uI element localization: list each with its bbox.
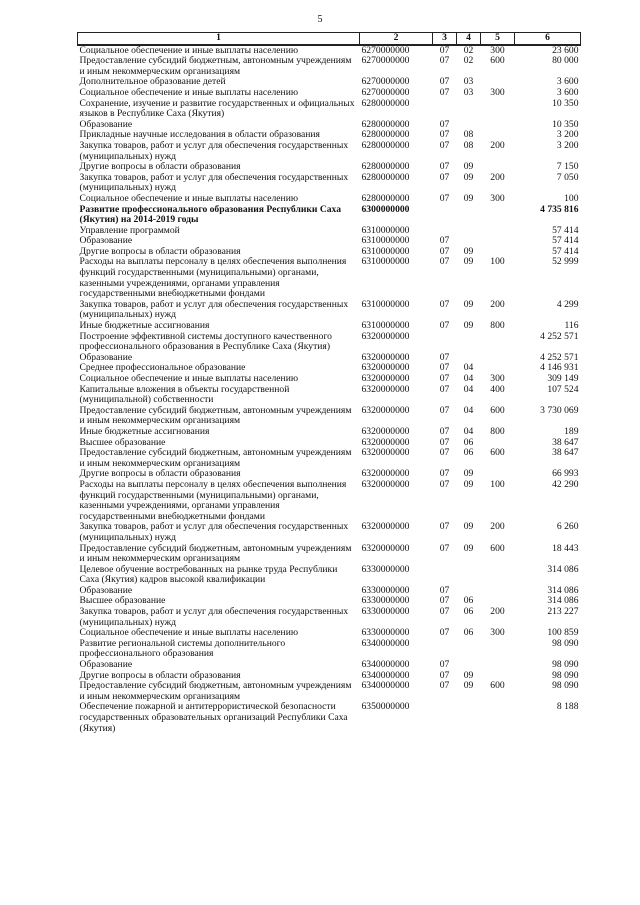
row-section: [433, 639, 457, 660]
header-col-3: 3: [433, 33, 457, 45]
table-row: [78, 130, 581, 141]
row-code: 6320000000: [361, 522, 410, 533]
row-amount: 4 146 931: [540, 363, 579, 374]
row-amount: 3 200: [556, 140, 579, 151]
row-name: Социальное обеспечение и иные выплаты населению: [79, 44, 298, 56]
table-row: [78, 247, 581, 258]
row-section: 07: [439, 670, 450, 681]
row-section: 07: [439, 87, 450, 98]
row-name: Другие вопросы в области образования: [79, 670, 241, 681]
row-name: Образование: [79, 119, 133, 130]
row-expense-type: 100: [490, 257, 505, 268]
row-code: 6320000000: [361, 543, 410, 554]
row-code: 6310000000: [361, 299, 410, 310]
row-expense-type: [481, 586, 515, 597]
row-section: 07: [439, 585, 450, 596]
row-section: 07: [439, 363, 450, 374]
row-subsection: 02: [463, 44, 474, 56]
row-section: 07: [439, 374, 450, 384]
row-code: 6320000000: [361, 405, 410, 416]
row-section: 07: [439, 119, 450, 130]
row-name: Другие вопросы в области образования: [79, 246, 241, 257]
row-name: Среднее профессиональное образование: [79, 363, 246, 374]
row-name: Расходы на выплаты персоналу в целях обеспечения выполнения функций государственными (муниципальными) органами, казенными учреждениями, органами управления государственными внебюджетными фондами: [79, 257, 347, 300]
row-amount: 42 290: [552, 479, 579, 490]
row-name: Высшее образование: [79, 596, 166, 607]
row-subsection: 09: [463, 522, 474, 533]
row-amount: 100 859: [547, 628, 579, 639]
row-subsection: 04: [463, 384, 474, 395]
table-row: [78, 99, 581, 120]
row-amount: 18 443: [552, 543, 579, 554]
row-subsection: 09: [463, 162, 474, 173]
row-code: 6330000000: [361, 596, 410, 607]
row-code: 6320000000: [361, 469, 410, 480]
row-expense-type: 200: [490, 172, 505, 183]
row-subsection: 09: [463, 172, 474, 183]
row-subsection: 06: [463, 628, 474, 639]
row-name: Предоставление субсидий бюджетным, автономным учреждениям и иным некоммерческим организациям: [79, 543, 352, 565]
row-name: Закупка товаров, работ и услуг для обеспечения государственных (муниципальных) нужд: [79, 522, 349, 543]
table-row: [78, 448, 581, 469]
row-expense-type: 600: [490, 681, 505, 692]
row-subsection: 09: [463, 479, 474, 490]
row-section: 07: [439, 236, 450, 247]
row-section: 07: [439, 44, 450, 56]
row-code: 6320000000: [361, 384, 410, 395]
table-row: [78, 385, 581, 406]
row-section: 07: [439, 384, 450, 395]
row-amount: 23 600: [552, 44, 579, 56]
row-subsection: [457, 99, 481, 120]
row-section: [433, 205, 457, 226]
row-code: 6270000000: [361, 44, 410, 56]
table-row: [78, 194, 581, 205]
row-subsection: 09: [463, 321, 474, 332]
row-subsection: 09: [463, 193, 474, 204]
row-subsection: 04: [463, 405, 474, 416]
row-name: Сохранение, изучение и развитие государственных и официальных языков в Республике Саха (Якутия): [79, 98, 355, 120]
row-code: 6300000000: [361, 204, 410, 215]
row-amount: 7 050: [556, 172, 579, 183]
row-name: Образование: [79, 585, 133, 596]
row-code: 6280000000: [361, 172, 410, 183]
table-row: [78, 374, 581, 385]
row-code: 6320000000: [361, 363, 410, 374]
row-amount: 213 227: [547, 607, 579, 618]
row-code: 6320000000: [361, 479, 410, 490]
row-subsection: 09: [463, 543, 474, 554]
row-amount: 8 188: [556, 702, 579, 713]
row-amount: 4 299: [556, 299, 579, 310]
row-expense-type: [481, 660, 515, 671]
row-subsection: [457, 586, 481, 597]
row-subsection: [457, 120, 481, 131]
row-name: Расходы на выплаты персоналу в целях обеспечения выполнения функций государственными (муниципальными) органами, казенными учреждениями, органами управления государственными внебюджетными фондами: [79, 479, 347, 522]
header-row: [78, 33, 581, 45]
row-expense-type: 600: [490, 543, 505, 554]
row-code: 6310000000: [361, 225, 410, 236]
row-expense-type: [481, 162, 515, 173]
row-amount: 309 149: [547, 374, 579, 384]
row-code: 6280000000: [361, 119, 410, 130]
row-code: 6320000000: [361, 426, 410, 437]
row-amount: 98 090: [552, 638, 579, 649]
row-name: Управление программой: [79, 225, 180, 236]
row-code: 6320000000: [361, 374, 410, 384]
row-amount: 98 090: [552, 670, 579, 681]
row-subsection: 09: [463, 681, 474, 692]
row-expense-type: [481, 363, 515, 374]
row-section: 07: [439, 479, 450, 490]
row-name: Развитие профессионального образования Республики Саха (Якутия) на 2014-2019 годы: [79, 204, 342, 226]
row-section: [433, 332, 457, 353]
row-name: Предоставление субсидий бюджетным, автономным учреждениям и иным некоммерческим организациям: [79, 56, 352, 77]
row-code: 6350000000: [361, 702, 410, 713]
row-subsection: 09: [463, 469, 474, 480]
row-section: 07: [439, 321, 450, 332]
row-amount: 4 735 816: [540, 204, 579, 215]
row-amount: 4 252 571: [540, 352, 579, 363]
row-section: 07: [439, 172, 450, 183]
row-amount: 314 086: [547, 585, 579, 596]
row-code: 6310000000: [361, 246, 410, 257]
row-amount: 314 086: [547, 564, 579, 575]
row-expense-type: 600: [490, 448, 505, 459]
row-expense-type: [481, 702, 515, 734]
header-col-5: 5: [481, 33, 515, 45]
row-expense-type: 300: [490, 87, 505, 98]
table-row: [78, 300, 581, 321]
row-section: 07: [439, 405, 450, 416]
table-row: [78, 480, 581, 522]
row-expense-type: [481, 671, 515, 682]
row-amount: 107 524: [547, 384, 579, 395]
row-expense-type: [481, 226, 515, 237]
row-section: 07: [439, 77, 450, 88]
row-expense-type: [481, 438, 515, 449]
row-code: 6280000000: [361, 193, 410, 204]
row-subsection: 09: [463, 670, 474, 681]
row-name: Закупка товаров, работ и услуг для обеспечения государственных (муниципальных) нужд: [79, 140, 349, 162]
row-section: 07: [439, 193, 450, 204]
row-expense-type: [481, 596, 515, 607]
row-amount: 57 414: [552, 246, 579, 257]
table-row: [78, 438, 581, 449]
row-code: 6320000000: [361, 448, 410, 459]
table-row: [78, 363, 581, 374]
row-name: Построение эффективной системы доступного качественного профессионального образования в Республике Саха (Якутия): [79, 331, 332, 353]
row-section: 07: [439, 681, 450, 692]
row-code: 6310000000: [361, 257, 410, 268]
row-amount: 98 090: [552, 681, 579, 692]
row-code: 6280000000: [361, 162, 410, 173]
row-expense-type: 100: [490, 479, 505, 490]
row-subsection: [457, 353, 481, 364]
row-code: 6340000000: [361, 670, 410, 681]
row-code: 6280000000: [361, 98, 410, 109]
row-subsection: 09: [463, 257, 474, 268]
row-subsection: 06: [463, 596, 474, 607]
table-row: [78, 681, 581, 702]
row-code: 6330000000: [361, 564, 410, 575]
row-name: Другие вопросы в области образования: [79, 162, 241, 173]
table-row: [78, 257, 581, 299]
row-section: 07: [439, 426, 450, 437]
row-name: Социальное обеспечение и иные выплаты населению: [79, 87, 298, 98]
row-subsection: 06: [463, 448, 474, 459]
row-amount: 3 730 069: [540, 405, 579, 416]
row-amount: 6 260: [556, 522, 579, 533]
row-subsection: [457, 660, 481, 671]
row-expense-type: 600: [490, 405, 505, 416]
row-expense-type: [481, 130, 515, 141]
row-expense-type: 200: [490, 299, 505, 310]
row-code: 6270000000: [361, 77, 410, 88]
row-name: Предоставление субсидий бюджетным, автономным учреждениям и иным некоммерческим организациям: [79, 681, 352, 702]
row-section: 07: [439, 437, 450, 448]
table-row: [78, 406, 581, 427]
row-name: Дополнительное образование детей: [79, 77, 226, 88]
row-expense-type: 300: [490, 44, 505, 56]
row-name: Развитие региональной системы дополнительного профессионального образования: [79, 638, 286, 660]
row-name: Социальное обеспечение и иные выплаты населению: [79, 193, 298, 204]
table-row: [78, 607, 581, 628]
table-row: [78, 120, 581, 131]
row-subsection: 03: [463, 77, 474, 88]
row-expense-type: [481, 236, 515, 247]
table-row: [78, 332, 581, 353]
row-name: Образование: [79, 236, 133, 247]
row-code: 6310000000: [361, 236, 410, 247]
row-name: Капитальные вложения в объекты государственной (муниципальной) собственности: [79, 384, 290, 406]
row-section: 07: [439, 257, 450, 268]
row-amount: 38 647: [552, 448, 579, 459]
row-section: 07: [439, 660, 450, 671]
row-subsection: 06: [463, 437, 474, 448]
table-row: [78, 236, 581, 247]
header-col-6: 6: [515, 33, 581, 45]
row-subsection: 04: [463, 374, 474, 384]
row-section: 07: [439, 469, 450, 480]
table-row: [78, 56, 581, 77]
row-subsection: 03: [463, 87, 474, 98]
row-code: 6320000000: [361, 331, 410, 342]
row-section: 07: [439, 596, 450, 607]
row-name: Другие вопросы в области образования: [79, 469, 241, 480]
row-subsection: 09: [463, 299, 474, 310]
row-subsection: 09: [463, 246, 474, 257]
table-row: [78, 88, 581, 99]
row-expense-type: 800: [490, 426, 505, 437]
row-expense-type: [481, 247, 515, 258]
row-expense-type: 200: [490, 522, 505, 533]
table-row: [78, 660, 581, 671]
row-subsection: [457, 226, 481, 237]
row-section: 07: [439, 56, 450, 67]
row-code: 6280000000: [361, 130, 410, 141]
row-expense-type: [481, 77, 515, 88]
table-row: [78, 173, 581, 194]
row-subsection: [457, 205, 481, 226]
row-code: 6270000000: [361, 56, 410, 67]
row-code: 6310000000: [361, 321, 410, 332]
row-section: 07: [439, 130, 450, 141]
table-row: [78, 427, 581, 438]
table-row: [78, 596, 581, 607]
table-row: [78, 162, 581, 173]
table-row: [78, 226, 581, 237]
table-row: [78, 586, 581, 597]
table-row: [78, 565, 581, 586]
row-expense-type: 600: [490, 56, 505, 67]
table-row: [78, 205, 581, 226]
table-row: [78, 544, 581, 565]
row-expense-type: 300: [490, 628, 505, 639]
row-amount: 3 600: [556, 87, 579, 98]
row-expense-type: 200: [490, 607, 505, 618]
row-expense-type: [481, 205, 515, 226]
row-expense-type: 300: [490, 374, 505, 384]
row-amount: 80 000: [552, 56, 579, 67]
row-amount: 314 086: [547, 596, 579, 607]
row-expense-type: 300: [490, 193, 505, 204]
row-amount: 66 993: [552, 469, 579, 480]
row-amount: 4 252 571: [540, 331, 579, 342]
row-code: 6330000000: [361, 628, 410, 639]
row-code: 6280000000: [361, 140, 410, 151]
row-amount: 189: [564, 426, 579, 437]
row-name: Социальное обеспечение и иные выплаты населению: [79, 628, 298, 639]
table-row: [78, 321, 581, 332]
row-subsection: 08: [463, 140, 474, 151]
row-code: 6340000000: [361, 638, 410, 649]
row-amount: 3 200: [556, 130, 579, 141]
row-amount: 116: [564, 321, 579, 332]
row-section: 07: [439, 448, 450, 459]
header-col-1: 1: [78, 33, 360, 45]
row-subsection: [457, 332, 481, 353]
row-name: Образование: [79, 660, 133, 671]
row-amount: 52 999: [552, 257, 579, 268]
row-subsection: [457, 565, 481, 586]
row-name: Социальное обеспечение и иные выплаты населению: [79, 374, 298, 384]
row-expense-type: [481, 639, 515, 660]
row-expense-type: [481, 565, 515, 586]
row-name: Целевое обучение востребованных на рынке труда Республики Саха (Якутия) кадров высокой квалификации: [79, 564, 338, 586]
row-amount: 10 350: [552, 119, 579, 130]
row-section: [433, 99, 457, 120]
row-expense-type: [481, 120, 515, 131]
row-subsection: 06: [463, 607, 474, 618]
row-section: 07: [439, 299, 450, 310]
row-section: [433, 565, 457, 586]
page-number: 5: [317, 14, 323, 25]
row-section: 07: [439, 140, 450, 151]
row-amount: 38 647: [552, 437, 579, 448]
row-subsection: [457, 236, 481, 247]
row-name: Иные бюджетные ассигнования: [79, 321, 210, 332]
header-col-4: 4: [457, 33, 481, 45]
table-row: [78, 671, 581, 682]
row-section: 07: [439, 352, 450, 363]
row-name: Прикладные научные исследования в области образования: [79, 130, 320, 141]
row-expense-type: [481, 99, 515, 120]
row-amount: 98 090: [552, 660, 579, 671]
row-section: [433, 702, 457, 734]
row-amount: 3 600: [556, 77, 579, 88]
table-row: [78, 639, 581, 660]
row-section: 07: [439, 628, 450, 639]
row-code: 6330000000: [361, 585, 410, 596]
row-name: Закупка товаров, работ и услуг для обеспечения государственных (муниципальных) нужд: [79, 172, 349, 194]
row-amount: 57 414: [552, 236, 579, 247]
row-code: 6340000000: [361, 660, 410, 671]
row-expense-type: [481, 469, 515, 480]
row-subsection: 04: [463, 426, 474, 437]
row-amount: 7 150: [556, 162, 579, 173]
row-name: Высшее образование: [79, 437, 166, 448]
row-name: Иные бюджетные ассигнования: [79, 426, 210, 437]
row-section: 07: [439, 162, 450, 173]
table-body: [78, 45, 581, 735]
row-subsection: 08: [463, 130, 474, 141]
table-row: [78, 628, 581, 639]
row-name: Образование: [79, 352, 133, 363]
row-expense-type: [481, 332, 515, 353]
row-amount: 10 350: [552, 98, 579, 109]
row-amount: 57 414: [552, 225, 579, 236]
row-code: 6270000000: [361, 87, 410, 98]
header-col-2: 2: [360, 33, 433, 45]
row-code: 6330000000: [361, 607, 410, 618]
table-row: [78, 141, 581, 162]
row-code: 6320000000: [361, 437, 410, 448]
row-name: Обеспечение пожарной и антитеррористической безопасности государственных образовательных организаций Республики Саха (Якутия): [79, 702, 348, 734]
table-row: [78, 45, 581, 57]
row-expense-type: 800: [490, 321, 505, 332]
table-row: [78, 353, 581, 364]
table-header: [78, 33, 581, 45]
row-expense-type: 400: [490, 384, 505, 395]
row-name: Предоставление субсидий бюджетным, автономным учреждениям и иным некоммерческим организациям: [79, 405, 352, 427]
row-name: Предоставление субсидий бюджетным, автономным учреждениям и иным некоммерческим организациям: [79, 448, 352, 469]
table-row: [78, 702, 581, 734]
budget-table: [77, 32, 581, 734]
row-expense-type: [481, 353, 515, 364]
row-subsection: [457, 639, 481, 660]
row-section: 07: [439, 246, 450, 257]
table-row: [78, 77, 581, 88]
row-name: Закупка товаров, работ и услуг для обеспечения государственных (муниципальных) нужд: [79, 299, 349, 321]
row-name: Закупка товаров, работ и услуг для обеспечения государственных (муниципальных) нужд: [79, 607, 349, 628]
row-section: 07: [439, 522, 450, 533]
row-code: 6320000000: [361, 352, 410, 363]
row-subsection: 04: [463, 363, 474, 374]
row-expense-type: 200: [490, 140, 505, 151]
row-amount: 100: [564, 193, 579, 204]
row-subsection: 02: [463, 56, 474, 67]
row-section: [433, 226, 457, 237]
table-row: [78, 522, 581, 543]
row-section: 07: [439, 607, 450, 618]
row-subsection: [457, 702, 481, 734]
row-section: 07: [439, 543, 450, 554]
table-row: [78, 469, 581, 480]
row-code: 6340000000: [361, 681, 410, 692]
